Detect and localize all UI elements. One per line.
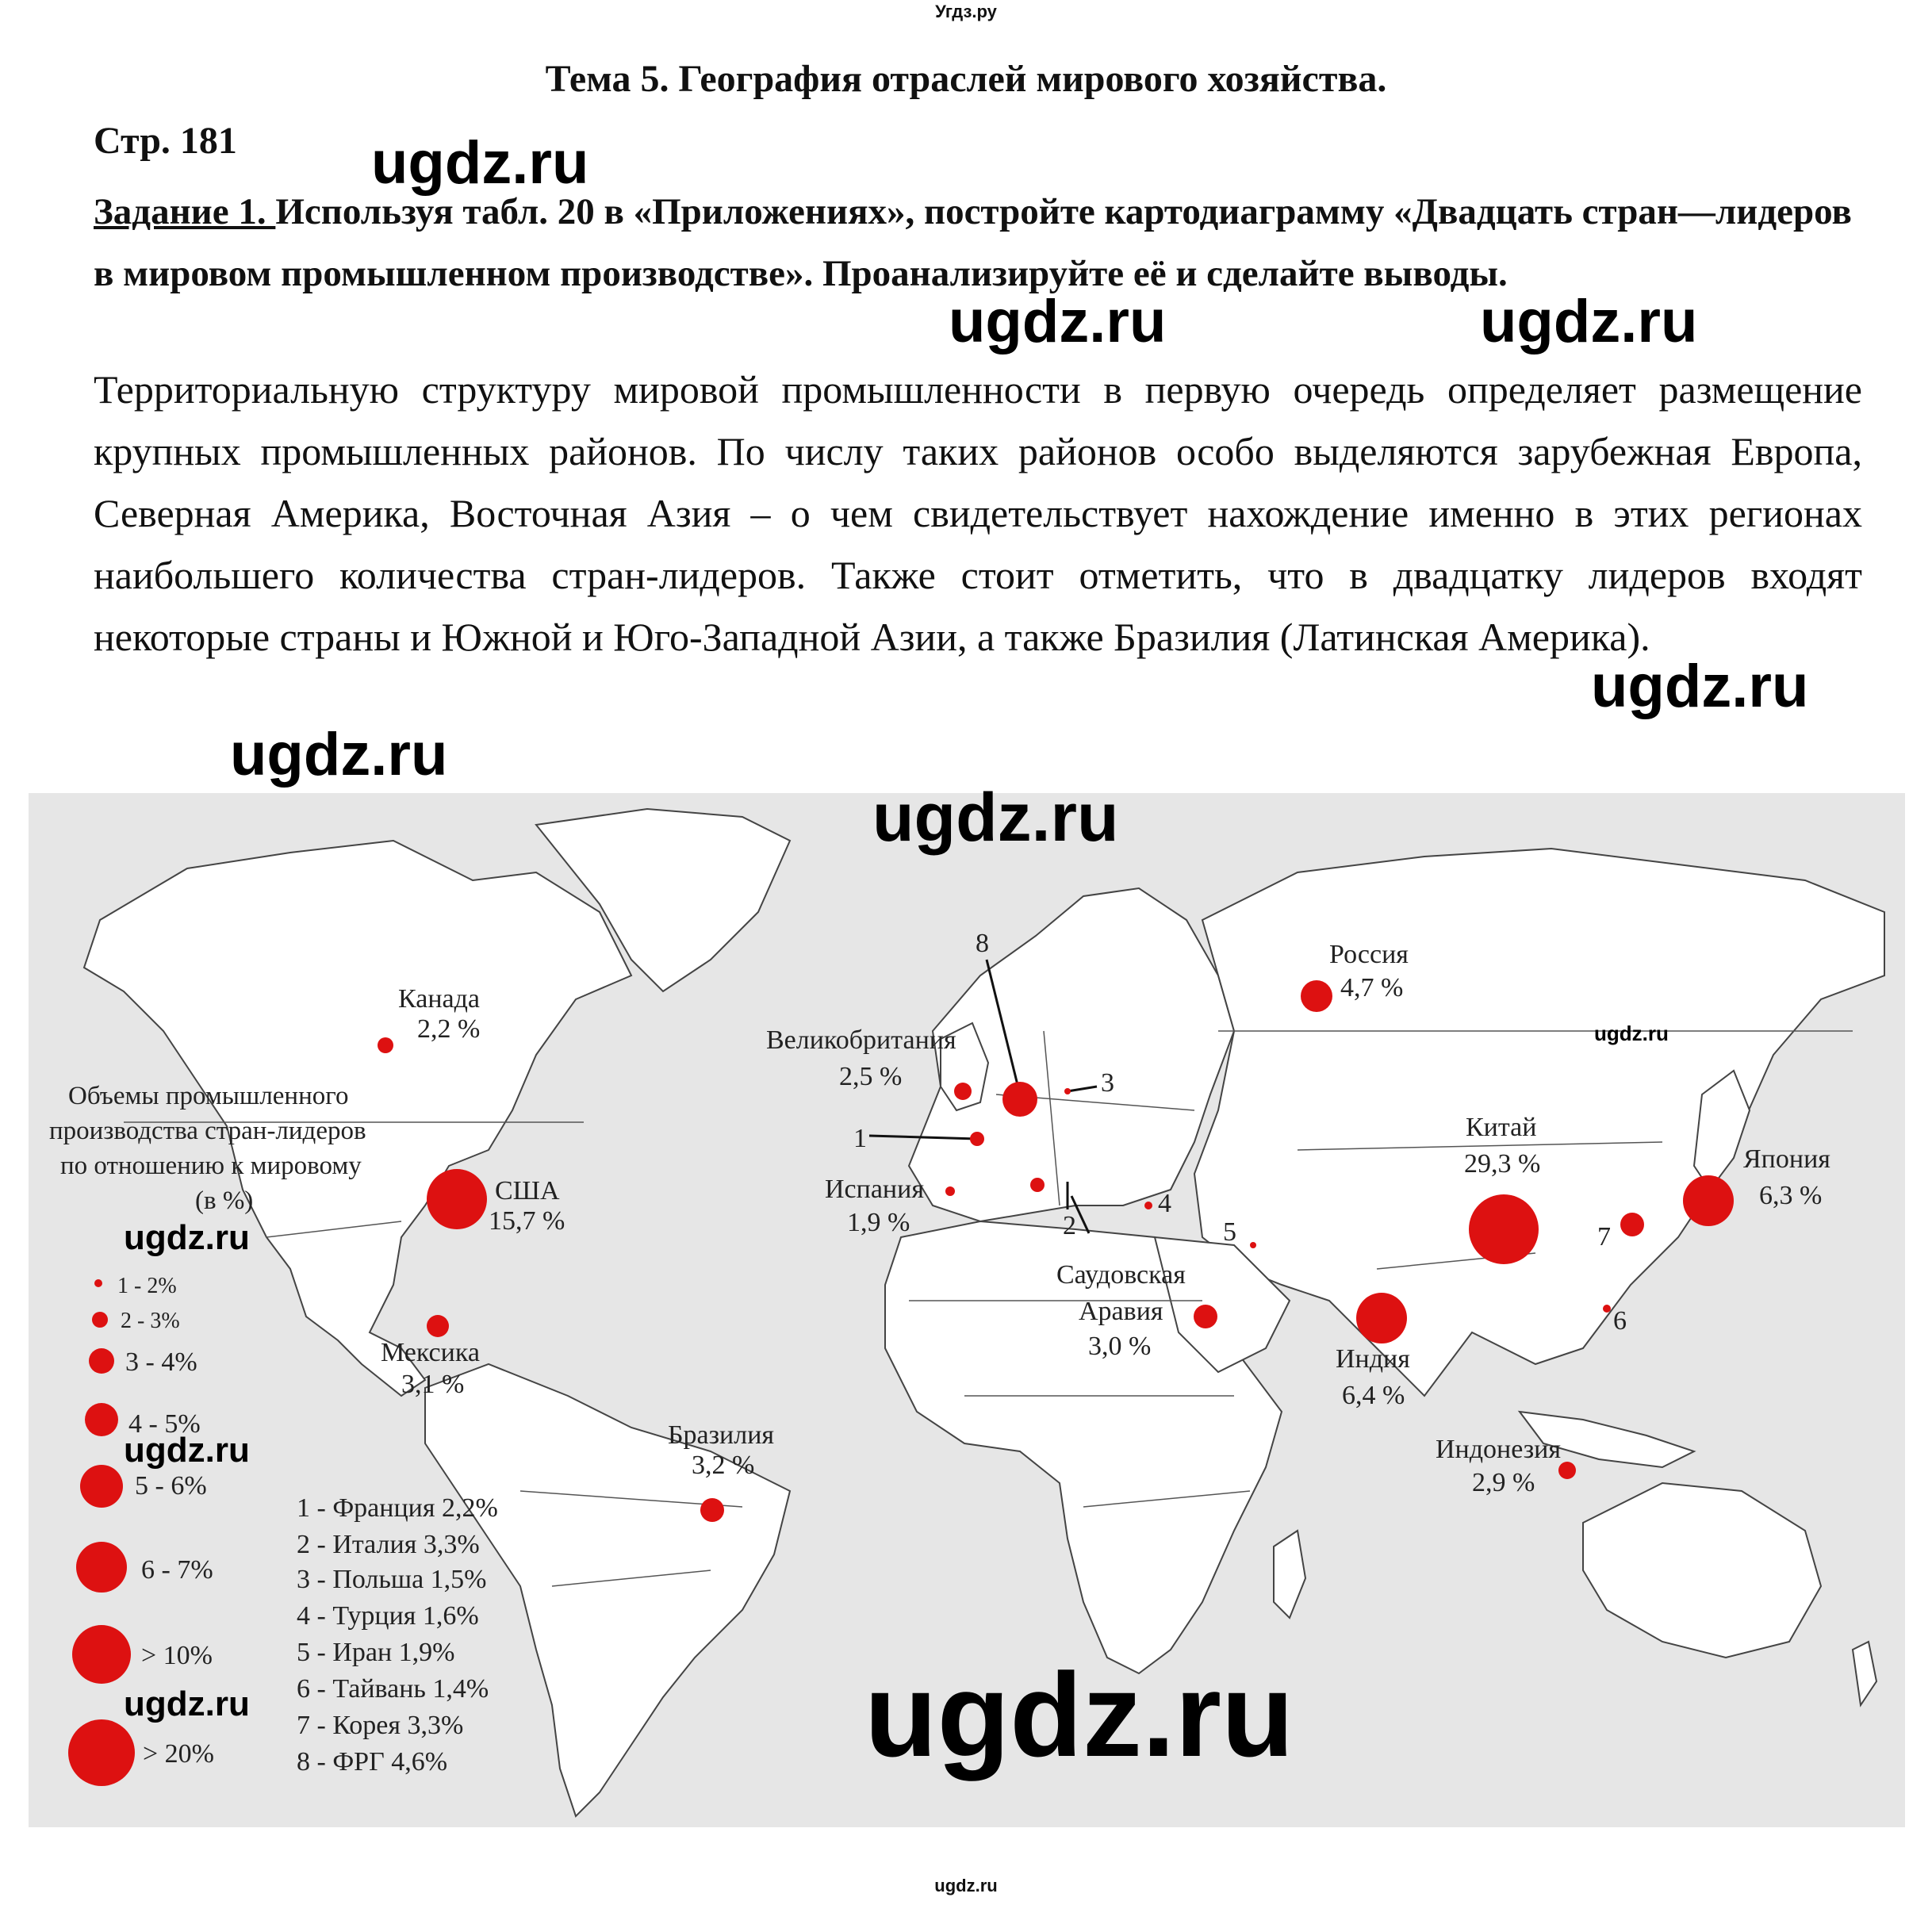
marker-number: 2 — [1063, 1211, 1076, 1240]
marker-italy — [1030, 1178, 1045, 1192]
country-label: США — [495, 1176, 560, 1205]
country-label: Япония — [1743, 1144, 1830, 1174]
numbered-legend-item: 7 - Корея 3,3% — [297, 1711, 464, 1740]
marker-turkey — [1144, 1202, 1152, 1209]
legend-class: 6 - 7% — [141, 1555, 213, 1585]
country-label: Испания — [825, 1175, 924, 1204]
world-map — [29, 780, 1905, 1827]
marker-circle — [1356, 1293, 1407, 1343]
marker-circle — [1469, 1194, 1539, 1264]
marker-circle — [427, 1315, 449, 1337]
marker-germany — [1002, 1082, 1037, 1117]
marker-circle — [1194, 1305, 1217, 1328]
watermark: ugdz.ru — [1480, 288, 1698, 355]
legend-class: 4 - 5% — [128, 1409, 201, 1439]
watermark: ugdz.ru — [124, 1218, 250, 1257]
legend-title-line: (в %) — [195, 1186, 254, 1215]
legend-title-line: производства стран-лидеров — [49, 1117, 366, 1145]
watermark: ugdz.ru — [864, 1648, 1294, 1781]
new-zealand-landmass — [1853, 1642, 1876, 1705]
marker-number: 7 — [1597, 1222, 1611, 1251]
marker-circle — [954, 1083, 972, 1100]
australia-landmass — [1583, 1483, 1821, 1658]
legend-title-line: по отношению к мировому — [60, 1152, 362, 1180]
marker-number: 5 — [1223, 1217, 1236, 1247]
marker-poland — [1064, 1088, 1071, 1094]
asia-landmass — [1194, 849, 1884, 1396]
watermark: ugdz.ru — [124, 1431, 250, 1470]
marker-circle — [427, 1169, 487, 1229]
country-label: Бразилия — [668, 1420, 775, 1450]
site-footer: ugdz.ru — [934, 1876, 998, 1895]
marker-taiwan — [1603, 1305, 1611, 1313]
legend-class: 3 - 4% — [125, 1347, 197, 1377]
numbered-legend-item: 5 - Иран 1,9% — [297, 1638, 455, 1667]
watermark: ugdz.ru — [1594, 1021, 1669, 1045]
legend-circle — [85, 1403, 118, 1436]
watermark: ugdz.ru — [1591, 653, 1809, 720]
numbered-legend-item: 2 - Италия 3,3% — [297, 1530, 480, 1559]
marker-circle — [1301, 980, 1332, 1012]
legend-circle — [92, 1312, 108, 1328]
legend-class: 1 - 2% — [117, 1274, 177, 1298]
page-reference: Стр. 181 — [94, 120, 237, 162]
madagascar-landmass — [1274, 1531, 1305, 1618]
task-statement — [94, 181, 1870, 305]
country-value: 3,0 % — [1088, 1332, 1152, 1361]
numbered-legend-item: 6 - Тайвань 1,4% — [297, 1674, 489, 1704]
marker-circle — [945, 1186, 955, 1196]
marker-circle — [378, 1037, 393, 1053]
country-value: 6,4 % — [1342, 1381, 1405, 1410]
marker-circle — [1683, 1175, 1734, 1226]
country-label: Саудовская — [1056, 1260, 1186, 1290]
marker-number: 1 — [853, 1124, 867, 1153]
numbered-legend-item: 8 - ФРГ 4,6% — [297, 1747, 448, 1777]
country-value: 6,3 % — [1759, 1181, 1823, 1210]
marker-number: 4 — [1158, 1189, 1171, 1218]
marker-iran — [1250, 1242, 1256, 1248]
country-value: 29,3 % — [1464, 1149, 1541, 1179]
country-value: 1,9 % — [847, 1208, 910, 1237]
legend-circle — [89, 1348, 114, 1374]
legend-circle — [68, 1719, 135, 1786]
legend-circle — [80, 1465, 123, 1508]
marker-indonesia — [1436, 1435, 1576, 1497]
watermark: ugdz.ru — [872, 780, 1119, 856]
watermark: ugdz.ru — [371, 129, 589, 197]
country-label: Индонезия — [1436, 1435, 1562, 1464]
marker-circle — [700, 1498, 724, 1522]
marker-number: 8 — [976, 929, 989, 958]
country-value: 15,7 % — [489, 1206, 565, 1236]
country-label: Канада — [398, 984, 480, 1014]
legend-circle — [72, 1625, 131, 1684]
numbered-legend-item: 4 - Турция 1,6% — [297, 1601, 479, 1631]
watermark: ugdz.ru — [124, 1685, 250, 1723]
watermark: ugdz.ru — [949, 288, 1167, 355]
topic-title: Тема 5. География отраслей мирового хозяйства. — [545, 58, 1387, 100]
country-value: 3,1 % — [401, 1370, 465, 1399]
legend-circle — [94, 1279, 102, 1287]
country-value: 4,7 % — [1340, 973, 1404, 1002]
legend-class: > 10% — [141, 1641, 213, 1670]
country-value: 2,5 % — [839, 1062, 903, 1091]
marker-usa — [427, 1169, 565, 1236]
country-label: Мексика — [381, 1338, 480, 1367]
country-label: Индия — [1336, 1344, 1410, 1374]
country-value: 2,9 % — [1472, 1468, 1535, 1497]
legend-class: > 20% — [143, 1739, 214, 1769]
marker-circle — [1558, 1462, 1576, 1479]
legend-circle — [76, 1542, 127, 1593]
marker-number: 3 — [1101, 1068, 1114, 1098]
legend-class: 2 - 3% — [121, 1309, 180, 1333]
country-value: 2,2 % — [417, 1014, 481, 1044]
watermark: ugdz.ru — [230, 721, 448, 788]
country-label: Китай — [1466, 1113, 1537, 1142]
site-header: Угдз.ру — [935, 2, 997, 21]
marker-korea — [1620, 1213, 1644, 1236]
numbered-legend-item: 3 - Польша 1,5% — [297, 1565, 487, 1594]
country-label: Аравия — [1079, 1297, 1163, 1326]
legend-title-line: Объемы промышленного — [68, 1082, 349, 1110]
legend-class: 5 - 6% — [135, 1471, 207, 1501]
marker-number: 6 — [1613, 1306, 1627, 1336]
task-text: Используя табл. 20 в «Приложениях», постройте картодиаграмму «Двадцать стран—лидеров в мировом промышленном производстве». Проанализируйте её и сделайте выводы. — [94, 191, 1852, 294]
answer-text: Территориальную структуру мировой промышленности в первую очередь определяет размещение крупных промышленных районов. По числу таких районов особо выделяются зарубежная Европа, Северная Америка, Восточная Азия – о чем свидетельствует нахождение именно в этих регионах наибольшего количества стран-лидеров. Также стоит отметить, что в двадцатку лидеров входят некоторые страны и Южной и Юго-Западной Азии, а также Бразилия (Латинская Америка). — [94, 367, 1862, 659]
country-value: 3,2 % — [692, 1451, 755, 1480]
marker-france — [970, 1132, 984, 1146]
country-label: Великобритания — [766, 1025, 956, 1055]
task-label: Задание 1. — [94, 191, 276, 232]
numbered-legend-item: 1 - Франция 2,2% — [297, 1493, 498, 1523]
country-label: Россия — [1329, 940, 1409, 969]
